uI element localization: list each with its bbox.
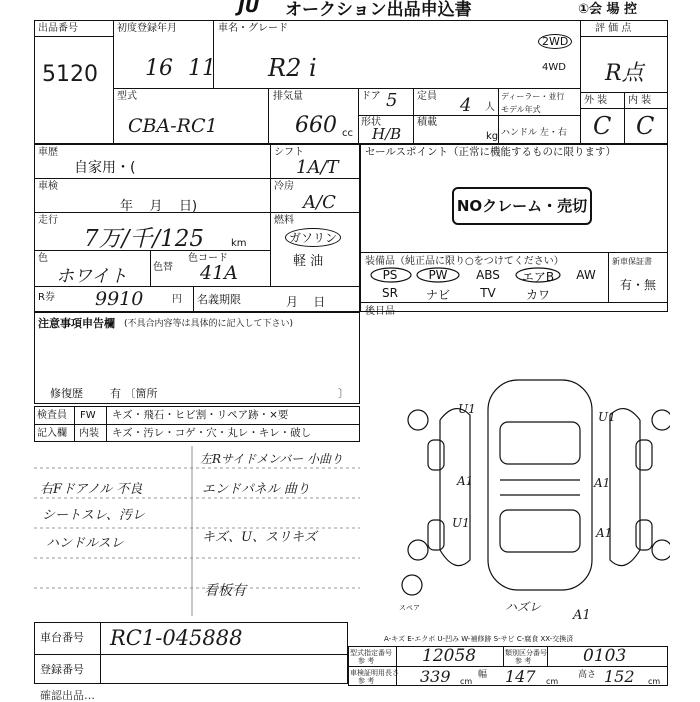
type-no-value: 12058 (422, 646, 477, 666)
note-scratches: キズ、U、スリキズ (202, 530, 317, 545)
inspector-label: 検査員 (37, 410, 67, 421)
color-code-value: 41A (200, 262, 238, 284)
mark-front-right: U1 (598, 410, 616, 424)
mark-rear: ハズレ (505, 600, 542, 614)
model-year-label: モデル年式 (501, 105, 541, 114)
capacity-value: 4 (460, 95, 472, 116)
equipment-circles (360, 262, 610, 302)
no-claim-stamp: NOクレーム・売切 (452, 187, 592, 225)
int-value: C (636, 112, 655, 140)
class-no-ref: 参 考 (515, 657, 532, 665)
height-label: 高さ (578, 670, 597, 680)
logo: JU (238, 0, 260, 17)
repair-label: 修復歴 (50, 387, 83, 400)
shape-value: H/B (372, 125, 402, 143)
recycle-value: 9910 (95, 288, 144, 310)
dealer-label: ディーラー・並行 (501, 92, 565, 101)
recycle-label: R券 (38, 292, 55, 303)
new-warranty-value: 有・無 (620, 278, 657, 292)
mileage-value: 7万/千/125 (84, 226, 205, 252)
width-label: 幅 (478, 670, 488, 680)
color-label: 色 (38, 253, 48, 264)
first-reg-month: 11 (188, 56, 216, 81)
venue-copy: ①会 場 控 (578, 2, 638, 17)
mark-front-left: U1 (458, 402, 476, 416)
first-reg-year: 16 (145, 56, 173, 81)
mark-rear-right: A1 (573, 608, 591, 623)
class-no-label: 類別区分番号 (505, 649, 547, 657)
first-reg-label: 初度登録年月 (117, 23, 177, 34)
car-name-value: R2 i (268, 54, 317, 82)
note-handle: ハンドルスレ (46, 536, 124, 551)
drive-4wd: 4WD (542, 62, 566, 73)
capacity-label: 定員 (417, 91, 437, 102)
shift-label: シフト (274, 147, 304, 158)
equip-airbag: エアB (521, 270, 555, 284)
mark-right-rear: A1 (596, 526, 613, 540)
rating-label: 評 価 点 (595, 23, 632, 34)
form-title: オークション出品申込書 (285, 0, 472, 20)
width-unit: cm (546, 677, 559, 686)
spare-label: スペア (399, 604, 420, 612)
shape-label: 形状 (361, 117, 381, 128)
length-ref: 参 考 (358, 677, 375, 685)
car-damage-diagram (400, 360, 670, 615)
type-no-ref: 参 考 (358, 657, 375, 665)
mark-left-rear: U1 (452, 516, 470, 530)
equip-aw: AW (576, 268, 596, 282)
equip-abs: ABS (476, 268, 500, 282)
width-value: 147 (505, 667, 536, 686)
aircon-label: 冷房 (274, 181, 294, 192)
cc-unit: cc (342, 128, 353, 139)
equip-sr: SR (382, 286, 398, 300)
ext-label: 外 装 (584, 95, 608, 106)
equip-navi: ナビ (425, 288, 450, 302)
km-unit: km (231, 238, 247, 249)
int-marks: キズ・汚レ・コゲ・穴・丸レ・キレ・破し (112, 427, 312, 439)
repair-close: 〕 (338, 387, 349, 400)
fuel-label: 燃料 (274, 215, 294, 226)
inspection-label: 車検 (38, 181, 58, 192)
length-label: 車検証明用長さ (350, 669, 399, 677)
car-name-label: 車名・グレード (218, 23, 288, 34)
note-door-handle: 右Fドアノル 不良 (40, 482, 143, 497)
aircon-value: A/C (303, 192, 336, 213)
record-label: 記入欄 (37, 428, 67, 439)
displacement-value: 660 (295, 113, 337, 138)
model-value: CBA-RC1 (128, 115, 218, 137)
note-side-member: 左Rサイドメンバー 小曲り (200, 452, 344, 466)
history-options: 自家用・( (74, 160, 136, 176)
equip-tv: TV (480, 286, 496, 300)
doors-value: 5 (386, 90, 398, 111)
note-seat: シートスレ、汚レ (42, 508, 145, 523)
bottom-cut-text: 確認出品… (40, 689, 95, 702)
interior-label: 内装 (79, 428, 99, 439)
mark-right-door: A1 (594, 476, 611, 490)
notes-hint: (不具合内容等は具体的に記入して下さい) (124, 319, 294, 329)
yen-unit: 円 (172, 294, 182, 305)
doors-label: ドア (361, 91, 381, 102)
equip-ps: PS (382, 268, 398, 282)
lot-no-label: 出品番号 (38, 23, 78, 34)
equipment-label: 装備品（純正品に限り○をつけてください） (365, 256, 564, 267)
fw-label: FW (80, 410, 96, 421)
load-label: 積載 (417, 117, 437, 128)
height-value: 152 (604, 667, 635, 686)
mileage-label: 走行 (38, 215, 58, 226)
fuel-diesel: 軽 油 (293, 254, 324, 269)
class-no-value: 0103 (583, 646, 627, 666)
damage-legend: A-キズ E-エクボ U-凹み W-補修跡 S-サビ C-腐食 XX-交換済 (384, 635, 574, 643)
mark-left-door: A1 (457, 474, 474, 488)
handle-label: ハンドル 左・右 (501, 128, 567, 138)
note-end-panel: エンドパネル 曲り (202, 482, 310, 497)
load-unit: kg (486, 131, 499, 142)
int-label: 内 装 (628, 95, 652, 106)
equip-pw: PW (428, 268, 448, 282)
type-no-label: 型式指定番号 (350, 649, 392, 657)
equip-leather: カワ (525, 288, 550, 302)
chassis-value: RC1-045888 (110, 626, 243, 650)
ext-value: C (593, 112, 612, 140)
length-value: 339 (420, 667, 451, 686)
fuel-gas: ガソリン (285, 228, 341, 247)
shift-value: 1A/T (296, 157, 339, 178)
repair-have: 有 〔箇所 (110, 387, 158, 400)
accessories-label: 後日品 (365, 306, 395, 317)
height-unit: cm (648, 677, 661, 686)
drive-2wd: 2WD (538, 34, 572, 49)
ext-marks: キズ・飛石・ヒビ割・リペア跡・×要 (112, 409, 289, 421)
sales-point-label: セールスポイント（正常に機能するものに限ります） (365, 146, 617, 158)
chassis-label: 車台番号 (40, 631, 84, 644)
note-signboard: 看板有 (204, 583, 246, 599)
model-label: 型式 (117, 91, 137, 102)
color-value: ホワイト (56, 266, 128, 287)
history-label: 車歴 (38, 147, 58, 158)
length-unit: cm (460, 677, 473, 686)
warranty-label: 名義期限 (197, 293, 241, 306)
capacity-unit: 人 (485, 102, 495, 113)
notes-label: 注意事項申告欄 (38, 317, 115, 330)
reg-label: 登録番号 (40, 663, 84, 676)
lot-no-value: 5120 (42, 62, 98, 87)
warranty-date: 月 日 (286, 295, 326, 309)
color-code-label: 色コード (188, 253, 228, 264)
rating-value: R点 (605, 61, 644, 86)
inspection-date: 年 月 日) (120, 199, 198, 214)
repaint-label: 色替 (153, 262, 173, 273)
displacement-label: 排気量 (273, 91, 303, 102)
new-warranty-label: 新車保証書 (612, 257, 652, 266)
